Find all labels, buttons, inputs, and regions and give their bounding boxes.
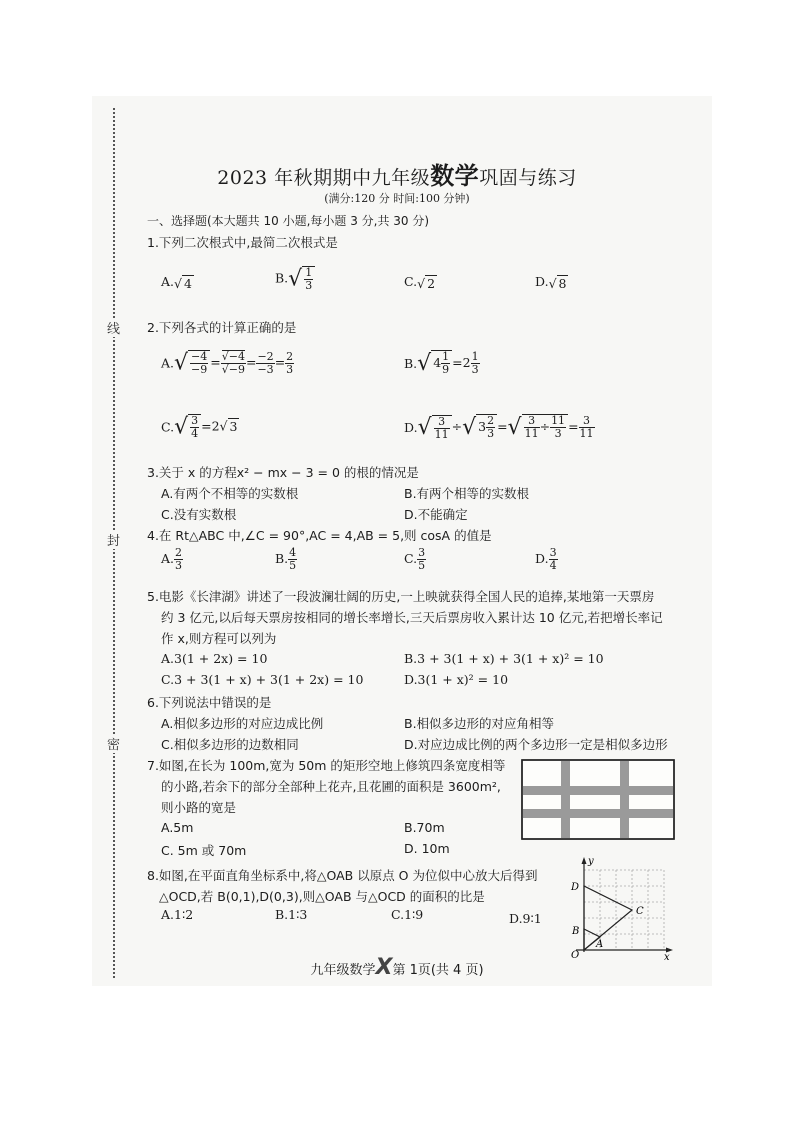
q4-option-c (404, 547, 426, 572)
q1-a-label: A. (161, 274, 175, 289)
q8-line2: △OCD,若 B(0,1),D(0,3),则△OAB 与△OCD 的面积的比是 (159, 889, 485, 904)
label-y: y (588, 856, 594, 867)
q1-b-den: 3 (305, 279, 313, 292)
q7-line3: 则小路的宽是 (161, 800, 237, 815)
q4-option-d (535, 547, 558, 572)
q6-option-c: C.相似多边形的边数相同 (161, 737, 299, 752)
q6-option-b: B.相似多边形的对应角相等 (404, 716, 555, 731)
footer-prefix: 九年级数学 (310, 963, 376, 978)
q2-option-c: C.√ $\frac{3}{4}$ =2√ 3 (161, 414, 238, 440)
path-horizontal-2 (522, 809, 674, 818)
q1-d-label: D. (535, 274, 549, 289)
q6-option-a: A.相似多边形的对应边成比例 (161, 716, 324, 731)
path-horizontal-1 (522, 786, 674, 795)
q4-b-den: 5 (289, 559, 297, 572)
q3-option-b: B.有两个相等的实数根 (404, 486, 530, 501)
title-bold: 数学 (430, 162, 480, 190)
q8-line1: 8.如图,在平面直角坐标系中,将△OAB 以原点 O 为位似中心放大后得到 (147, 868, 538, 883)
q3-option-a: A.有两个不相等的实数根 (161, 486, 299, 501)
q1-c-label: C. (404, 274, 418, 289)
q5-option-c: C.3 + 3(1 + x) + 3(1 + 2x) = 10 (161, 672, 364, 687)
q7-option-b: B.70m (404, 820, 445, 835)
q4-a-label: A. (161, 551, 175, 566)
page-title (0, 156, 794, 191)
label-x: x (664, 952, 670, 962)
path-vertical-1 (561, 760, 570, 839)
q2-option-d: D.√ $\frac{3}{11}$ ÷√ 3 $\frac{2}{3}$ =√ $\frac{3}{11}$ ÷ $\frac{11}{3}$ = $\frac{3}{11}$ (404, 414, 594, 441)
q7-option-c: C. 5m 或 70m (161, 843, 247, 858)
q1-b-frac (302, 266, 315, 292)
label-b: B (572, 926, 580, 937)
margin-char-xian: 线 (107, 318, 120, 337)
q8-coordinate-figure (566, 854, 676, 962)
q4-c-num: 3 (418, 546, 426, 559)
q1-option-a (161, 274, 194, 291)
label-o: O (571, 950, 580, 961)
q7-line2: 的小路,若余下的部分全部种上花卉,且花圃的面积是 3600m², (161, 779, 501, 794)
q5-line3: 作 x,则方程可以列为 (161, 631, 277, 646)
q5-option-b: B.3 + 3(1 + x) + 3(1 + x)² = 10 (404, 651, 604, 666)
q7-line1: 7.如图,在长为 100m,宽为 50m 的矩形空地上修筑四条宽度相等 (147, 758, 506, 773)
q8-option-a: A.1∶2 (161, 907, 194, 922)
q1-d-rad: 8 (558, 275, 567, 291)
grid (584, 870, 664, 950)
q1-a-rad: 4 (183, 275, 192, 291)
q2-c-label: C. (161, 419, 175, 435)
q4-d-den: 4 (549, 559, 557, 572)
margin-char-feng: 封 (107, 530, 120, 549)
q1-b-num: 1 (305, 266, 313, 279)
q7-option-a: A.5m (161, 820, 194, 835)
q1-stem: 1.下列二次根式中,最简二次根式是 (147, 235, 338, 250)
title-prefix: 2023 年秋期期中九年级 (217, 167, 431, 189)
q8-option-c: C.1∶9 (391, 907, 424, 922)
label-a: A (596, 939, 604, 950)
q1-b-label: B. (275, 270, 289, 286)
q4-option-b (275, 547, 297, 572)
q4-d-num: 3 (549, 546, 557, 559)
q4-option-a (161, 547, 183, 572)
q3-option-c: C.没有实数根 (161, 507, 237, 522)
label-d: D (571, 882, 580, 893)
q4-c-den: 5 (418, 559, 426, 572)
q6-option-d: D.对应边成比例的两个多边形一定是相似多边形 (404, 737, 668, 752)
q2-b-label: B. (404, 356, 418, 371)
q4-stem: 4.在 Rt△ABC 中,∠C = 90°,AC = 4,AB = 5,则 cosA 的值是 (147, 528, 492, 543)
field-outline (522, 760, 674, 839)
q4-b-num: 4 (289, 546, 297, 559)
q1-option-c: C.√ 2 (404, 274, 436, 291)
q1-c-rad: 2 (427, 275, 436, 291)
page-footer (0, 955, 794, 980)
q8-option-d: D.9∶1 (509, 911, 542, 926)
q2-option-b: B.√ 4 $\frac{1}{9}$ =2 $\frac{1}{3}$ (404, 350, 479, 376)
q5-line2: 约 3 亿元,以后每天票房按相同的增长率增长,三天后票房收入累计达 10 亿元,若把增长率记 (161, 610, 663, 625)
q4-a-num: 2 (175, 546, 183, 559)
footer-page-number: 第 1页(共 4 页) (392, 963, 484, 978)
q1-option-d: D.√ 8 (535, 274, 567, 291)
q2-option-a: A.√ $\frac{-4}{-9}$ = $\frac{√-4}{√-9}$ = $\frac{-2}{-3}$ = $\frac{2}{3}$ (161, 349, 294, 376)
q5-option-a: A.3(1 + 2x) = 10 (161, 651, 268, 666)
q4-c-label: C. (404, 551, 418, 566)
q3-stem: 3.关于 x 的方程x² − mx − 3 = 0 的根的情况是 (147, 465, 419, 480)
path-vertical-2 (620, 760, 629, 839)
q7-field-figure (521, 759, 676, 841)
q7-option-d: D. 10m (404, 841, 450, 856)
y-axis-arrow (582, 857, 587, 864)
section-heading: 一、选择题(本大题共 10 小题,每小题 3 分,共 30 分) (147, 214, 430, 228)
page-subtitle: (满分:120 分 时间:100 分钟) (324, 192, 470, 205)
q4-b-label: B. (275, 551, 289, 566)
q5-line1: 5.电影《长津湖》讲述了一段波澜壮阔的历史,一上映就获得全国人民的追捧,某地第一天票房 (147, 589, 655, 604)
q2-d-label: D. (404, 420, 418, 435)
q4-a-den: 3 (175, 559, 183, 572)
label-c: C (636, 906, 644, 917)
footer-mark: X (375, 955, 393, 980)
q8-option-b: B.1∶3 (275, 907, 308, 922)
q1-option-b: B.√ $\frac{1}{3}$ (275, 266, 315, 292)
margin-char-mi: 密 (107, 734, 120, 753)
q4-d-label: D. (535, 551, 549, 566)
q2-a-label: A. (161, 355, 175, 371)
q1-a-sqrt: √ 4 (174, 275, 192, 291)
q2-stem: 2.下列各式的计算正确的是 (147, 320, 297, 335)
title-suffix: 巩固与练习 (479, 167, 577, 189)
q6-stem: 6.下列说法中错误的是 (147, 695, 272, 710)
q5-option-d: D.3(1 + x)² = 10 (404, 672, 509, 687)
q3-option-d: D.不能确定 (404, 507, 468, 522)
